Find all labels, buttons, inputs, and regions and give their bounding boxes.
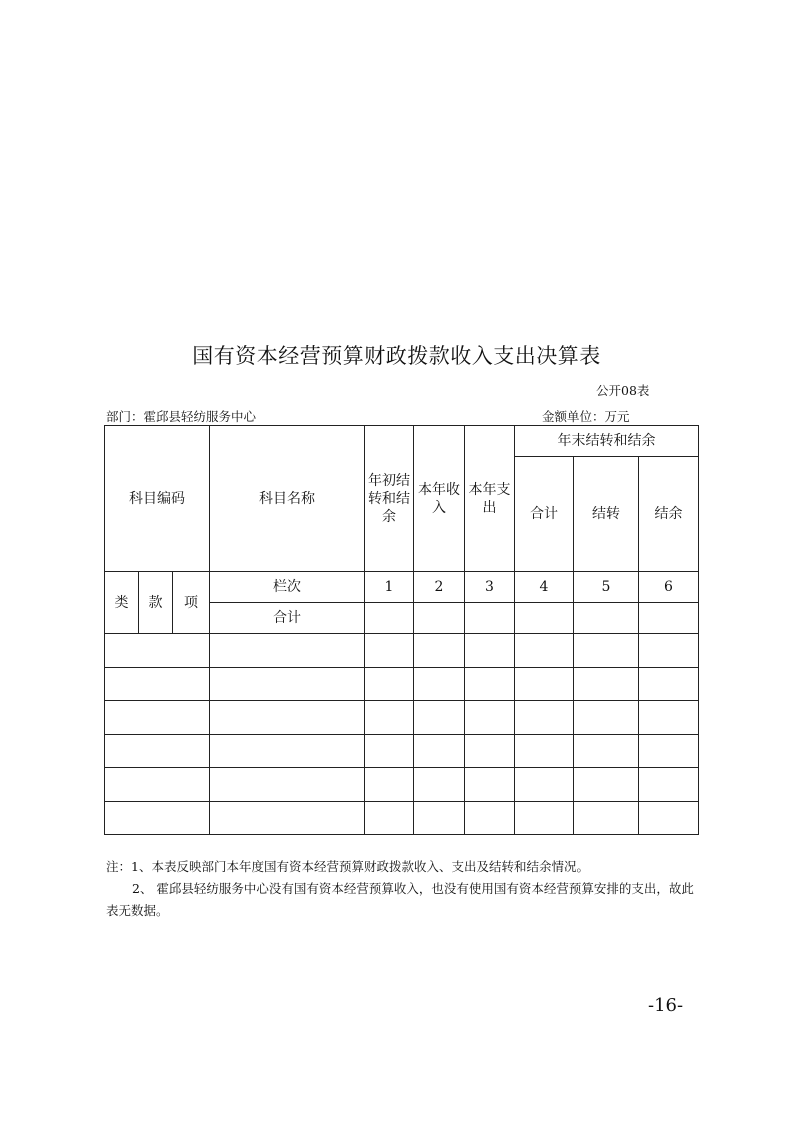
table-cell: [365, 734, 414, 768]
table-cell: [639, 768, 699, 802]
empty-rows: [105, 634, 699, 835]
header-income: 本年收入: [414, 426, 465, 572]
table-cell: [465, 603, 515, 634]
column-index-cell: 4: [515, 572, 574, 603]
header-begin-balance: 年初结转和结余: [365, 426, 414, 572]
note-1: 注：1、本表反映部门本年度国有资本经营预算财政拨款收入、支出及结转和结余情况。: [106, 859, 589, 874]
table-cell: [210, 701, 365, 735]
table-cell: [365, 801, 414, 835]
table-cell: [574, 667, 639, 701]
table-cell: [105, 801, 210, 835]
table-cell: [465, 701, 515, 735]
table-cell: [574, 768, 639, 802]
table-row: [105, 667, 699, 701]
table-cell: [515, 667, 574, 701]
table-cell: [105, 734, 210, 768]
table-cell: [515, 603, 574, 634]
table-cell: [105, 634, 210, 668]
table-cell: [515, 768, 574, 802]
column-index-cell: 2: [414, 572, 465, 603]
table-cell: [465, 734, 515, 768]
table-cell: [574, 701, 639, 735]
header-subject-code: 科目编码: [105, 426, 210, 572]
table-cell: [105, 701, 210, 735]
table-cell: [414, 667, 465, 701]
table-cell: [639, 801, 699, 835]
table-cell: [365, 768, 414, 802]
table-cell: [465, 801, 515, 835]
page-number: -16-: [648, 995, 684, 1016]
table-cell: [465, 667, 515, 701]
table-cell: [210, 634, 365, 668]
table-cell: [574, 603, 639, 634]
table-cell: [414, 701, 465, 735]
table-cell: [365, 603, 414, 634]
header-code-class: 类: [105, 572, 139, 634]
table-cell: [574, 734, 639, 768]
table-cell: [574, 634, 639, 668]
table-cell: [414, 768, 465, 802]
total-row-label: 合计: [210, 603, 365, 634]
table-cell: [365, 634, 414, 668]
table-row: [105, 768, 699, 802]
header-code-item: 项: [173, 572, 210, 634]
column-index-cell: 1: [365, 572, 414, 603]
table-row: [105, 734, 699, 768]
header-column-index-label: 栏次: [210, 572, 365, 603]
table-cell: [105, 768, 210, 802]
table-cell: [414, 634, 465, 668]
table-cell: [574, 801, 639, 835]
table-cell: [639, 734, 699, 768]
header-end-group: 年末结转和结余: [515, 426, 699, 457]
table-cell: [210, 734, 365, 768]
table-cell: [365, 701, 414, 735]
table-cell: [515, 801, 574, 835]
column-index-cell: 3: [465, 572, 515, 603]
table-cell: [465, 634, 515, 668]
table-cell: [515, 734, 574, 768]
table-cell: [465, 768, 515, 802]
form-code: 公开08表: [596, 383, 650, 398]
table-cell: [210, 667, 365, 701]
header-end-surplus: 结余: [639, 457, 699, 572]
table-cell: [515, 634, 574, 668]
table-cell: [414, 603, 465, 634]
table-cell: [639, 667, 699, 701]
header-code-section: 款: [139, 572, 173, 634]
header-subject-name: 科目名称: [210, 426, 365, 572]
header-expense: 本年支出: [465, 426, 515, 572]
budget-table: [104, 425, 699, 835]
column-index-cell: 6: [639, 572, 699, 603]
table-cell: [210, 768, 365, 802]
column-index-cell: 5: [574, 572, 639, 603]
page-title: 国有资本经营预算财政拨款收入支出决算表: [192, 344, 601, 368]
table-cell: [105, 667, 210, 701]
table-cell: [639, 634, 699, 668]
table-cell: [639, 603, 699, 634]
table-cell: [414, 734, 465, 768]
notes: [106, 856, 696, 922]
table-cell: [210, 801, 365, 835]
table-cell: [515, 701, 574, 735]
department-label: 部门：霍邱县轻纺服务中心: [106, 409, 257, 424]
table-cell: [414, 801, 465, 835]
header-end-total: 合计: [515, 457, 574, 572]
table-cell: [365, 667, 414, 701]
table-cell: [639, 701, 699, 735]
header-end-carryover: 结转: [574, 457, 639, 572]
unit-label: 金额单位：万元: [542, 409, 630, 424]
table-row: [105, 701, 699, 735]
table-row: [105, 801, 699, 835]
note-2: 2、 霍邱县轻纺服务中心没有国有资本经营预算收入，也没有使用国有资本经营预算安排的支出，故此表无数据。: [106, 881, 694, 918]
table-row: [105, 634, 699, 668]
